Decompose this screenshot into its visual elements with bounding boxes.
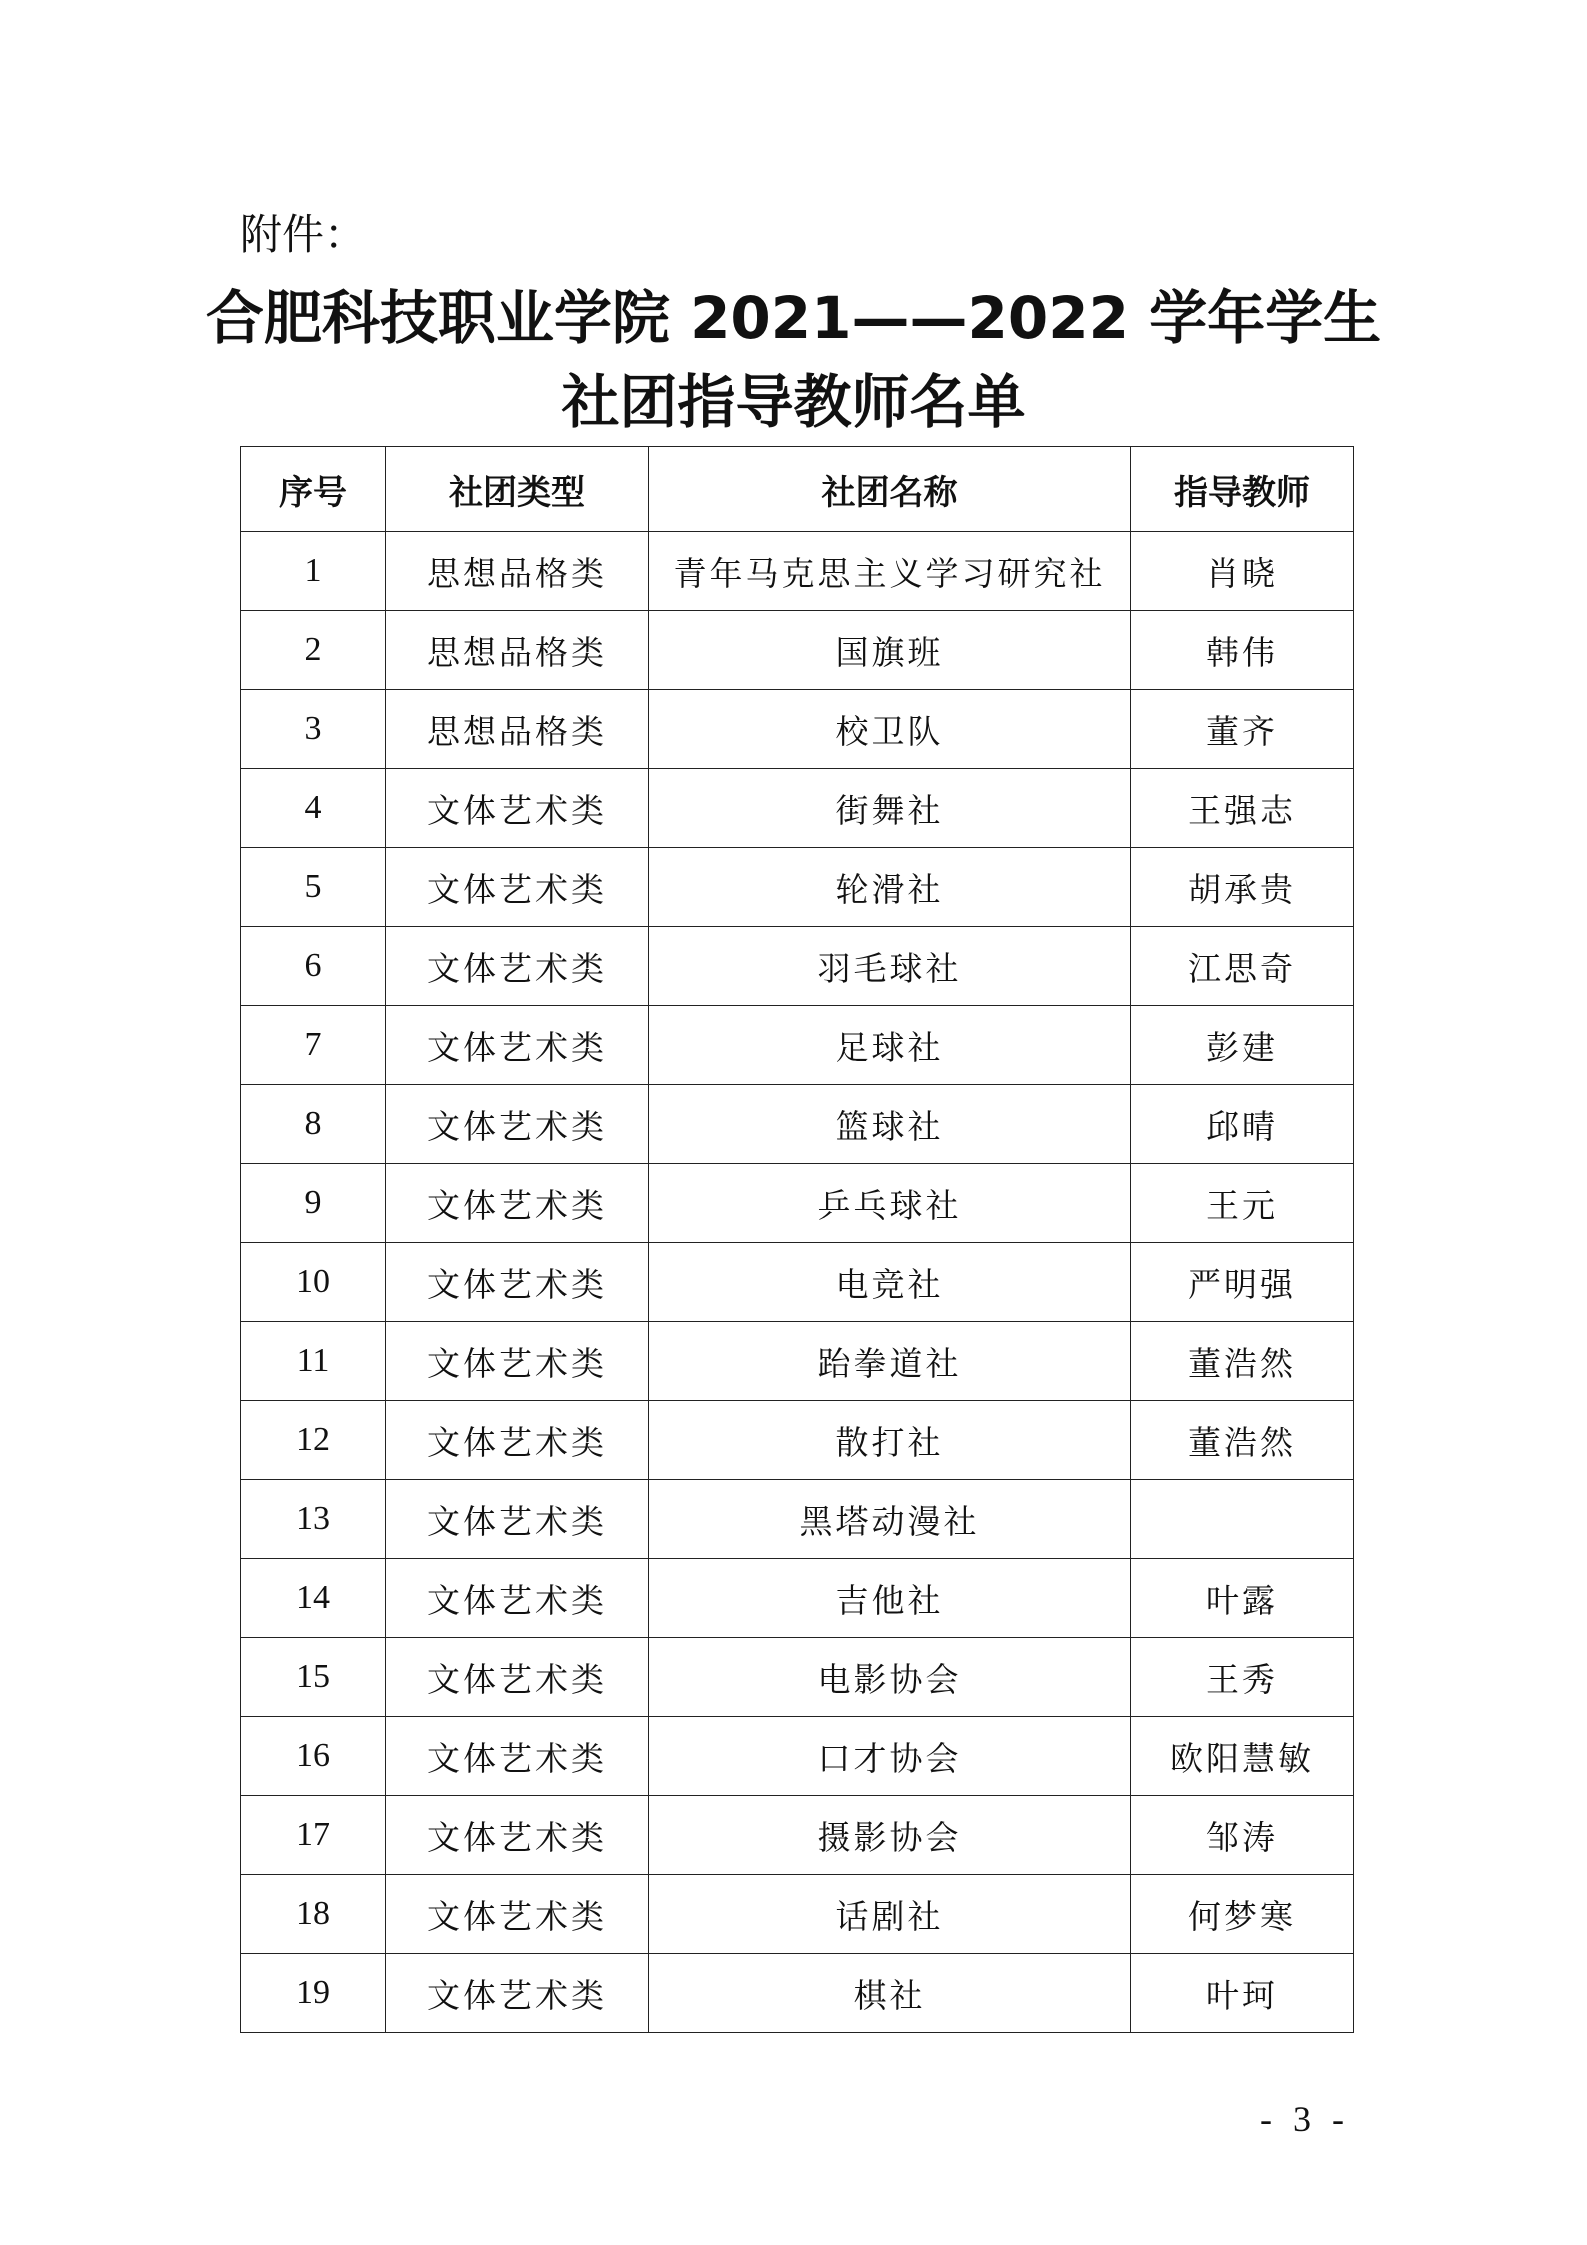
cell-club-name: 篮球社	[649, 1085, 1131, 1164]
cell-serial-number: 17	[241, 1796, 386, 1875]
cell-advisor: 江思奇	[1131, 927, 1354, 1006]
cell-serial-number: 18	[241, 1875, 386, 1954]
cell-club-name: 跆拳道社	[649, 1322, 1131, 1401]
cell-club-type: 思想品格类	[386, 690, 649, 769]
header-club-name: 社团名称	[649, 447, 1131, 532]
table-row	[241, 1480, 1354, 1559]
cell-advisor: 邱晴	[1131, 1085, 1354, 1164]
cell-serial-number: 9	[241, 1164, 386, 1243]
cell-serial-number: 10	[241, 1243, 386, 1322]
cell-club-type: 文体艺术类	[386, 1717, 649, 1796]
cell-serial-number: 13	[241, 1480, 386, 1559]
table-row	[241, 532, 1354, 611]
cell-club-name: 电竞社	[649, 1243, 1131, 1322]
cell-serial-number: 7	[241, 1006, 386, 1085]
cell-club-name: 羽毛球社	[649, 927, 1131, 1006]
cell-club-name: 电影协会	[649, 1638, 1131, 1717]
table-row	[241, 769, 1354, 848]
cell-advisor: 王秀	[1131, 1638, 1354, 1717]
cell-advisor: 欧阳慧敏	[1131, 1717, 1354, 1796]
cell-club-name: 乒乓球社	[649, 1164, 1131, 1243]
cell-advisor: 董浩然	[1131, 1401, 1354, 1480]
table-row	[241, 1006, 1354, 1085]
table-body	[241, 532, 1354, 2033]
header-serial-number: 序号	[241, 447, 386, 532]
table-row	[241, 1322, 1354, 1401]
cell-advisor: 韩伟	[1131, 611, 1354, 690]
cell-advisor: 叶珂	[1131, 1954, 1354, 2033]
cell-serial-number: 4	[241, 769, 386, 848]
cell-club-type: 文体艺术类	[386, 1006, 649, 1085]
table-row	[241, 690, 1354, 769]
cell-advisor: 胡承贵	[1131, 848, 1354, 927]
cell-club-type: 文体艺术类	[386, 1480, 649, 1559]
cell-serial-number: 12	[241, 1401, 386, 1480]
cell-serial-number: 14	[241, 1559, 386, 1638]
cell-serial-number: 16	[241, 1717, 386, 1796]
cell-club-type: 文体艺术类	[386, 927, 649, 1006]
cell-serial-number: 1	[241, 532, 386, 611]
cell-serial-number: 19	[241, 1954, 386, 2033]
cell-club-name: 话剧社	[649, 1875, 1131, 1954]
table-row	[241, 1796, 1354, 1875]
table-row	[241, 1164, 1354, 1243]
cell-club-type: 文体艺术类	[386, 848, 649, 927]
cell-club-name: 足球社	[649, 1006, 1131, 1085]
cell-serial-number: 15	[241, 1638, 386, 1717]
cell-club-type: 文体艺术类	[386, 1322, 649, 1401]
cell-club-name: 口才协会	[649, 1717, 1131, 1796]
table-row	[241, 1559, 1354, 1638]
cell-club-name: 散打社	[649, 1401, 1131, 1480]
page-number: - 3 -	[1260, 2099, 1350, 2139]
cell-club-name: 轮滑社	[649, 848, 1131, 927]
cell-serial-number: 11	[241, 1322, 386, 1401]
table-row	[241, 927, 1354, 1006]
cell-club-type: 文体艺术类	[386, 769, 649, 848]
cell-advisor	[1131, 1480, 1354, 1559]
cell-advisor: 王强志	[1131, 769, 1354, 848]
table-row	[241, 1717, 1354, 1796]
cell-club-type: 文体艺术类	[386, 1796, 649, 1875]
cell-serial-number: 6	[241, 927, 386, 1006]
cell-club-type: 文体艺术类	[386, 1954, 649, 2033]
cell-club-type: 文体艺术类	[386, 1243, 649, 1322]
cell-serial-number: 2	[241, 611, 386, 690]
table-row	[241, 611, 1354, 690]
cell-club-type: 文体艺术类	[386, 1875, 649, 1954]
document-title-line-1: 合肥科技职业学院 2021——2022 学年学生	[205, 284, 1382, 352]
cell-serial-number: 5	[241, 848, 386, 927]
cell-club-type: 文体艺术类	[386, 1401, 649, 1480]
cell-serial-number: 8	[241, 1085, 386, 1164]
cell-club-type: 文体艺术类	[386, 1638, 649, 1717]
cell-advisor: 董浩然	[1131, 1322, 1354, 1401]
header-club-type: 社团类型	[386, 447, 649, 532]
cell-club-type: 思想品格类	[386, 611, 649, 690]
cell-club-name: 国旗班	[649, 611, 1131, 690]
cell-club-type: 思想品格类	[386, 532, 649, 611]
table-row	[241, 1243, 1354, 1322]
cell-club-name: 吉他社	[649, 1559, 1131, 1638]
cell-advisor: 严明强	[1131, 1243, 1354, 1322]
document-title-line-2: 社团指导教师名单	[561, 368, 1026, 436]
table-header-row	[241, 447, 1354, 532]
advisor-roster-table	[240, 446, 1354, 2033]
cell-advisor: 何梦寒	[1131, 1875, 1354, 1954]
cell-advisor: 肖晓	[1131, 532, 1354, 611]
cell-advisor: 叶露	[1131, 1559, 1354, 1638]
cell-club-name: 摄影协会	[649, 1796, 1131, 1875]
cell-club-name: 校卫队	[649, 690, 1131, 769]
table-row	[241, 1875, 1354, 1954]
cell-serial-number: 3	[241, 690, 386, 769]
cell-advisor: 彭建	[1131, 1006, 1354, 1085]
cell-club-name: 棋社	[649, 1954, 1131, 2033]
cell-club-name: 青年马克思主义学习研究社	[649, 532, 1131, 611]
cell-club-type: 文体艺术类	[386, 1559, 649, 1638]
cell-club-type: 文体艺术类	[386, 1164, 649, 1243]
cell-club-type: 文体艺术类	[386, 1085, 649, 1164]
cell-advisor: 王元	[1131, 1164, 1354, 1243]
table-row	[241, 1401, 1354, 1480]
table-row	[241, 1638, 1354, 1717]
cell-advisor: 邹涛	[1131, 1796, 1354, 1875]
table-row	[241, 848, 1354, 927]
cell-club-name: 黑塔动漫社	[649, 1480, 1131, 1559]
header-advisor: 指导教师	[1131, 447, 1354, 532]
attachment-label: 附件：	[240, 210, 367, 259]
table-row	[241, 1954, 1354, 2033]
table-row	[241, 1085, 1354, 1164]
cell-advisor: 董齐	[1131, 690, 1354, 769]
cell-club-name: 街舞社	[649, 769, 1131, 848]
